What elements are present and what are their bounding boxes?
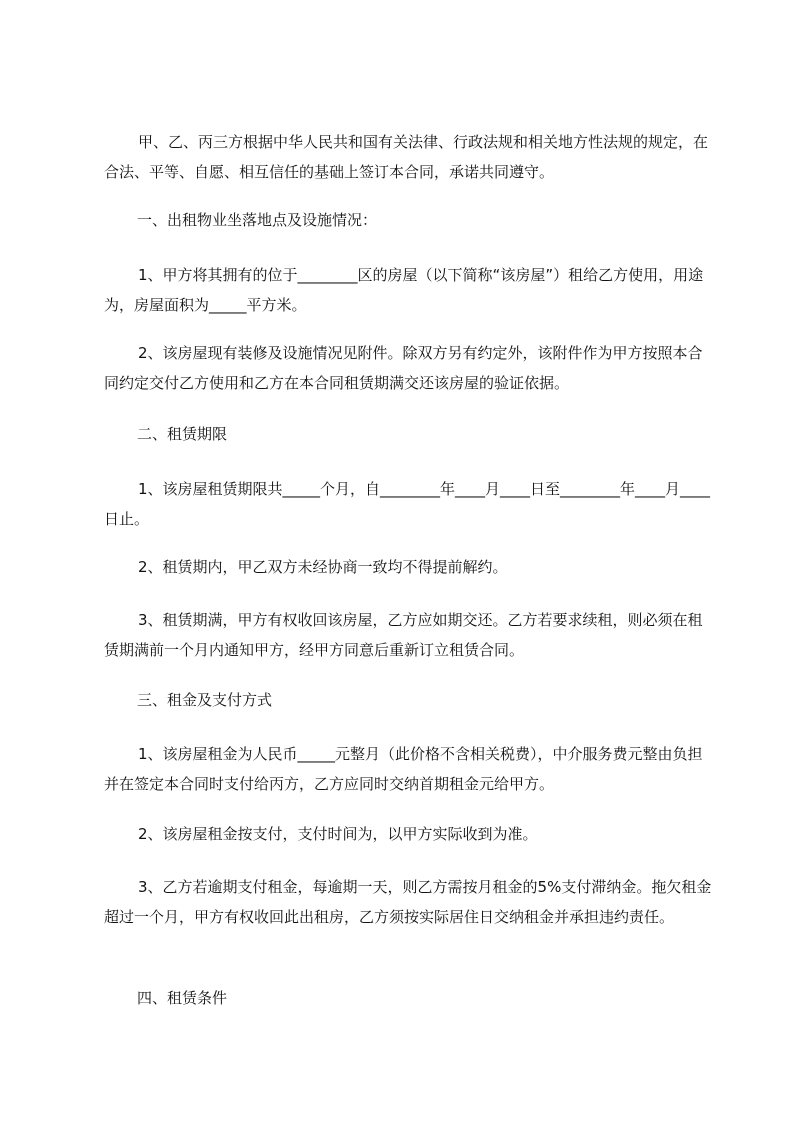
section2-item-1: 1、该房屋租赁期限共_____个月，自________年____月____日至________年____月____日止。 — [104, 480, 711, 528]
section3-item-3: 3、乙方若逾期支付租金，每逾期一天，则乙方需按月租金的5%支付滞纳金。拖欠租金超过一个月，甲方有权收回此出租房，乙方须按实际居住日交纳租金并承担违约责任。 — [104, 878, 712, 926]
section-heading-2: 二、租赁期限 — [137, 425, 228, 443]
section3-item-1: 1、该房屋租金为人民币_____元整月（此价格不含相关税费），中介服务费元整由负担并在签定本合同时支付给丙方，乙方应同时交纳首期租金元给甲方。 — [104, 745, 703, 793]
section-heading-3: 三、租金及支付方式 — [137, 691, 273, 709]
section1-item-1: 1、甲方将其拥有的位于________区的房屋（以下简称“该房屋”）租给乙方使用，用途为，房屋面积为_____平方米。 — [104, 266, 704, 314]
section-heading-1: 一、出租物业坐落地点及设施情况： — [137, 211, 378, 229]
section-heading-4: 四、租赁条件 — [137, 989, 228, 1007]
section1-item-2: 2、该房屋现有装修及设施情况见附件。除双方另有约定外，该附件作为甲方按照本合同约定交付乙方使用和乙方在本合同租赁期满交还该房屋的验证依据。 — [104, 344, 703, 392]
intro-paragraph: 甲、乙、丙三方根据中华人民共和国有关法律、行政法规和相关地方性法规的规定，在合法、平等、自愿、相互信任的基础上签订本合同，承诺共同遵守。 — [104, 133, 709, 181]
section3-item-2: 2、该房屋租金按支付，支付时间为，以甲方实际收到为准。 — [138, 825, 538, 843]
section2-item-3: 3、租赁期满，甲方有权收回该房屋，乙方应如期交还。乙方若要求续租，则必须在租赁期满前一个月内通知甲方，经甲方同意后重新订立租赁合同。 — [104, 611, 703, 659]
section2-item-2: 2、租赁期内，甲乙双方未经协商一致均不得提前解约。 — [138, 558, 508, 576]
